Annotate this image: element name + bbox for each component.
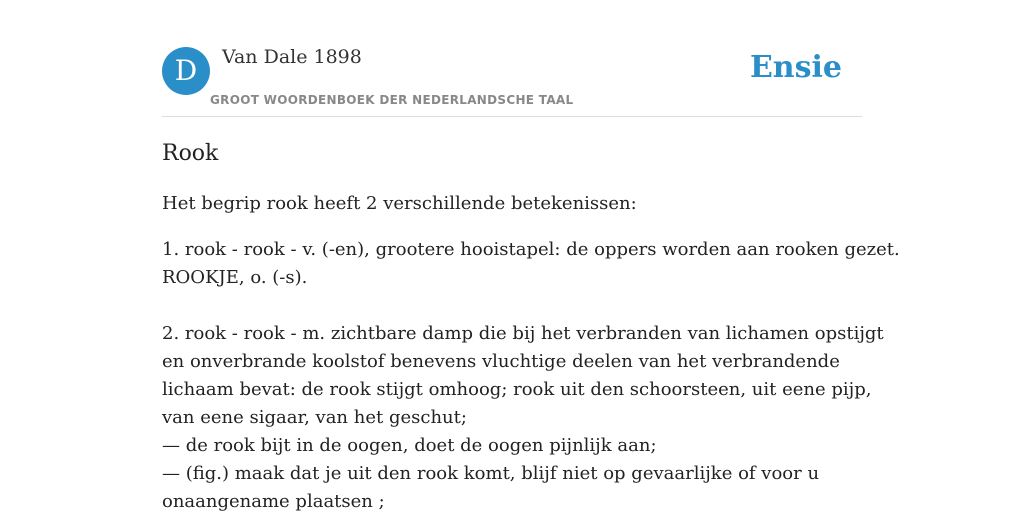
meaning-line: en onverbrande koolstof benevens vluchtige deelen van het verbrandende <box>162 351 840 372</box>
meaning-1 <box>162 236 900 292</box>
dictionary-title[interactable]: Van Dale 1898 <box>222 46 362 68</box>
meaning-line: 1. rook - rook - v. (-en), grootere hooistapel: de oppers worden aan rooken gezet. <box>162 239 900 260</box>
meaning-line: — de rook bijt in de oogen, doet de oogen pijnlijk aan; <box>162 435 657 456</box>
entry-content <box>162 138 900 512</box>
meaning-line: lichaam bevat: de rook stijgt omhoog; rook uit den schoorsteen, uit eene pijp, <box>162 379 872 400</box>
meaning-line: van eene sigaar, van het geschut; <box>162 407 467 428</box>
meaning-2 <box>162 320 884 512</box>
site-header <box>162 0 862 117</box>
dictionary-logo-icon[interactable]: D <box>162 47 210 95</box>
entry-intro: Het begrip rook heeft 2 verschillende betekenissen: <box>162 193 637 214</box>
meaning-line: ROOKJE, o. (-s). <box>162 267 308 288</box>
meaning-line: onaangename plaatsen ; <box>162 491 385 512</box>
meaning-line: — (fig.) maak dat je uit den rook komt, blijf niet op gevaarlijke of voor u <box>162 463 820 484</box>
dictionary-subtitle: GROOT WOORDENBOEK DER NEDERLANDSCHE TAAL <box>210 93 574 107</box>
page-title: Rook <box>162 141 219 166</box>
ensie-brand-logo[interactable]: Ensie <box>749 50 842 85</box>
meaning-line: 2. rook - rook - m. zichtbare damp die bij het verbranden van lichamen opstijgt <box>162 323 884 344</box>
